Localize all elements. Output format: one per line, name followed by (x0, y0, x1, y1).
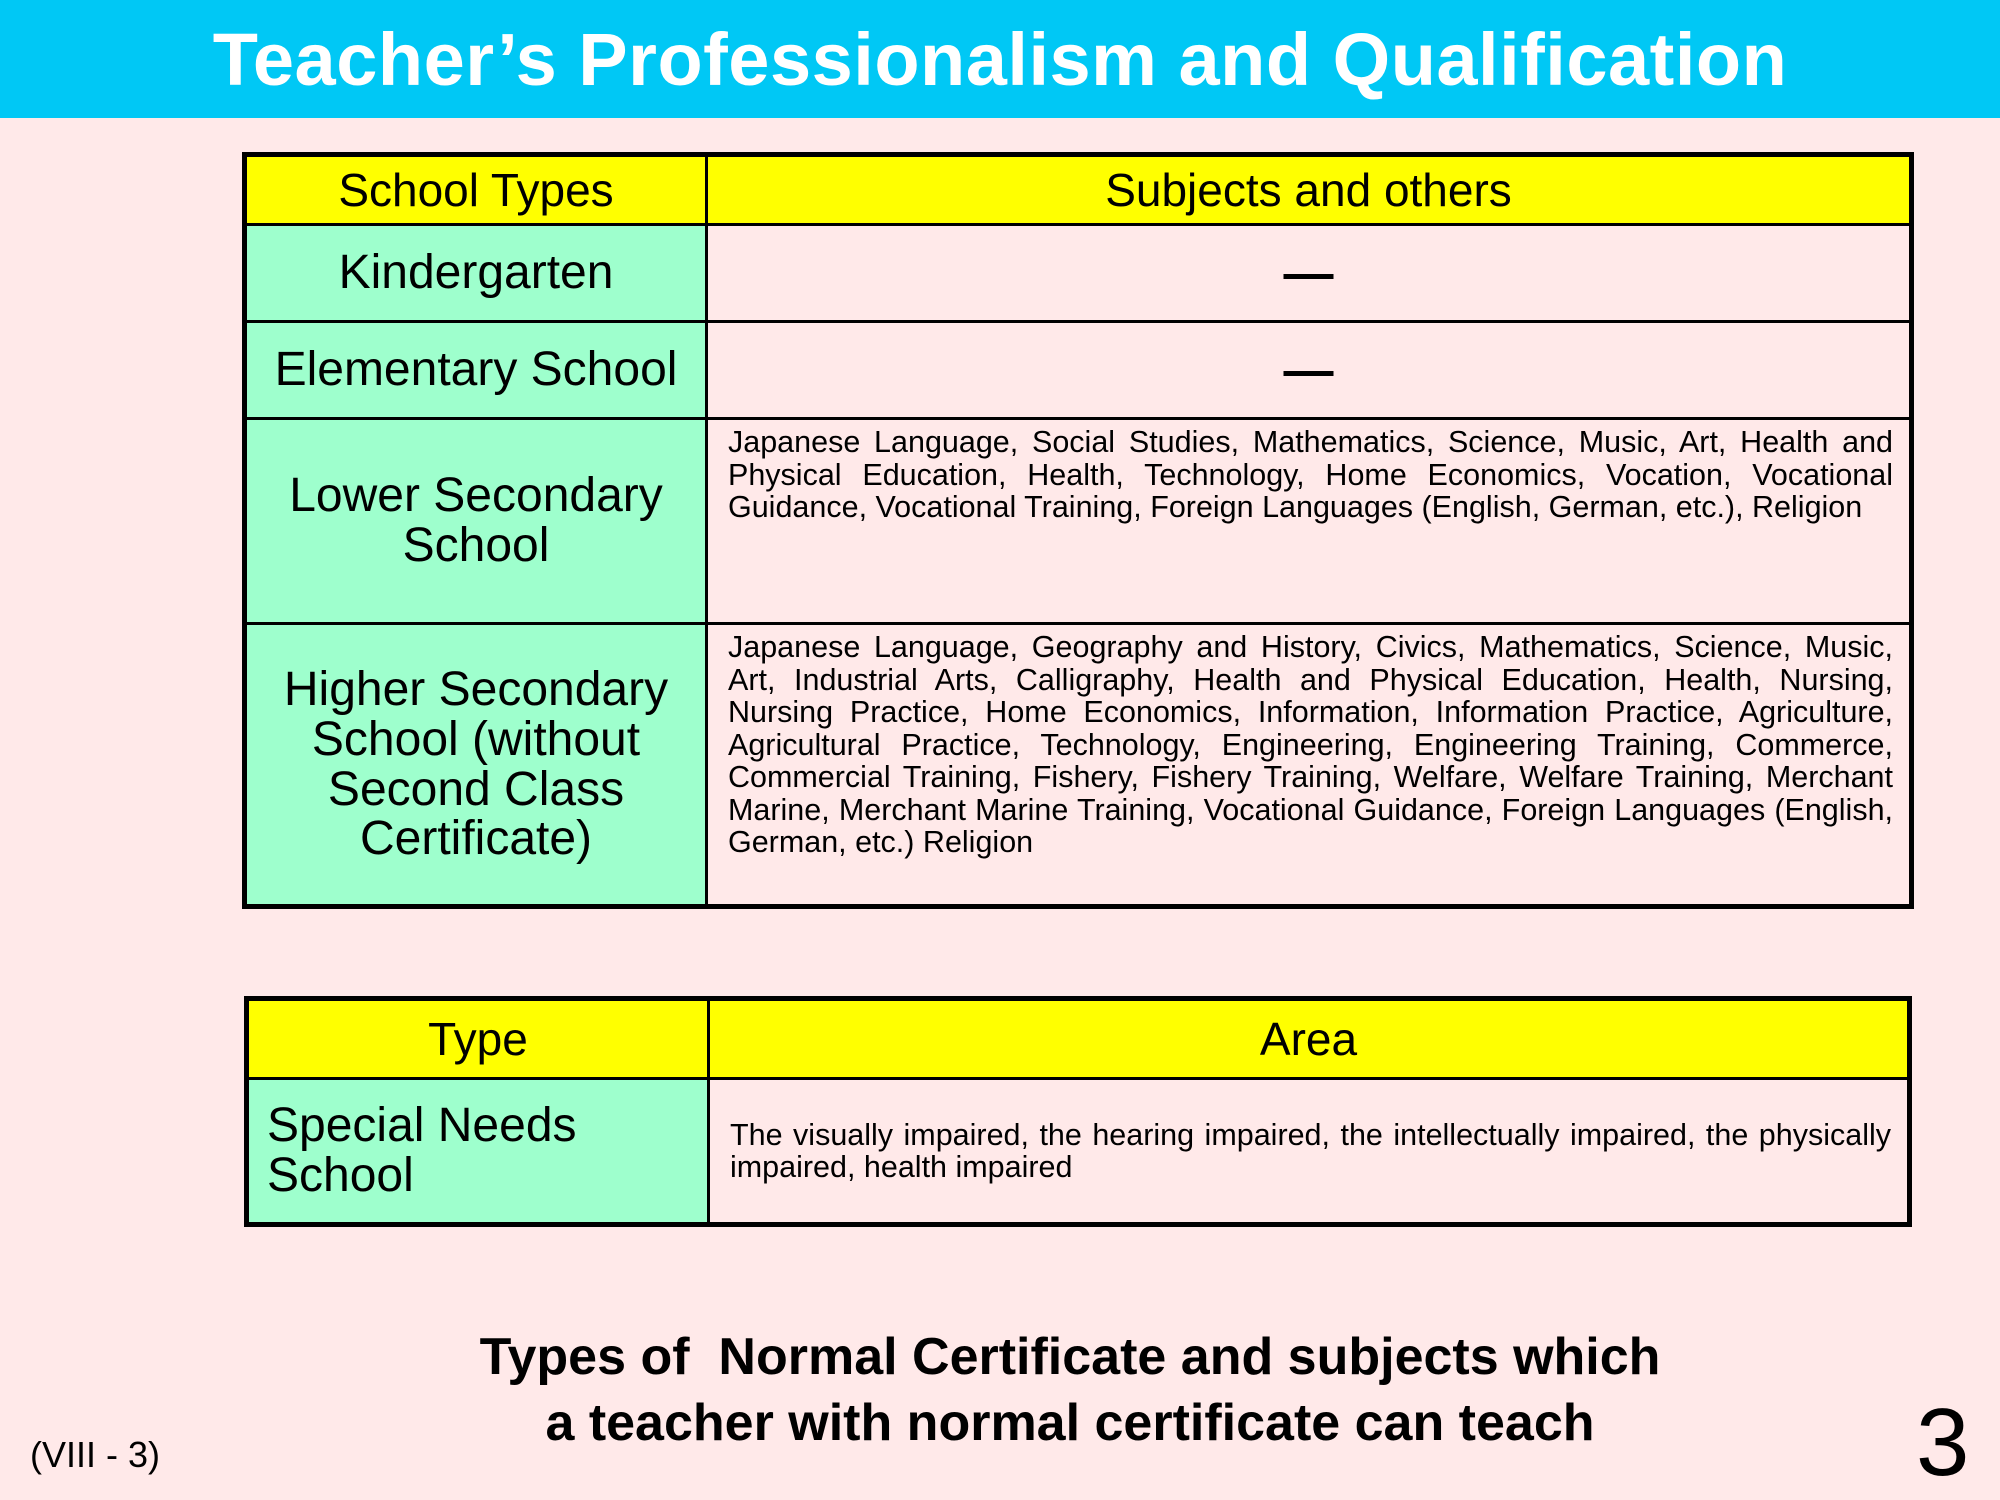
column-header-area: Area (709, 999, 1910, 1079)
table-row (245, 624, 1912, 907)
column-header-school-types: School Types (245, 155, 707, 225)
table-row (245, 419, 1912, 624)
table-header-row (247, 999, 1910, 1079)
table-row (245, 322, 1912, 419)
caption-line-2: a teacher with normal certificate can teach (545, 1394, 1595, 1452)
table-row (247, 1079, 1910, 1225)
table-header-row (245, 155, 1912, 225)
school-type-cell: Elementary School (245, 322, 707, 419)
subjects-cell: — (707, 322, 1912, 419)
special-needs-table (244, 996, 1912, 1227)
subjects-cell: — (707, 225, 1912, 322)
area-cell (709, 1079, 1910, 1225)
school-types-table (242, 152, 1914, 909)
title-bar (0, 0, 2000, 118)
column-header-subjects: Subjects and others (707, 155, 1912, 225)
column-header-type: Type (247, 999, 709, 1079)
page-title: Teacher’s Professionalism and Qualification (212, 17, 1788, 101)
subjects-cell (707, 624, 1912, 907)
table-row (245, 225, 1912, 322)
subjects-text: Japanese Language, Social Studies, Mathematics, Science, Music, Art, Health and Physical Education, Health, Technology, Home Economics, Vocation, Vocational Guidance, Vocational Training, Foreign Languages (English, German, etc.), Religion (728, 425, 1893, 524)
subjects-cell (707, 419, 1912, 624)
type-cell: Special Needs School (247, 1079, 709, 1225)
slide-code: (VIII - 3) (30, 1434, 161, 1475)
page-number: 3 (1916, 1389, 1970, 1496)
school-type-cell: Higher Secondary School (without Second Class Certificate) (245, 624, 707, 907)
slide-caption (380, 1324, 1760, 1456)
area-text: The visually impaired, the hearing impaired, the intellectually impaired, the physically impaired, health impaired (730, 1117, 1891, 1184)
school-type-cell: Lower Secondary School (245, 419, 707, 624)
subjects-text: Japanese Language, Geography and History, Civics, Mathematics, Science, Music, Art, Industrial Arts, Calligraphy, Health and Physical Education, Health, Nursing, Nursing Practice, Home Economics, Information, Information Practice, Agriculture, Agricultural Practice, Technology, Engineering, Engineering Training, Commerce, Commercial Training, Fishery, Fishery Training, Welfare, Welfare Training, Merchant Marine, Merchant Marine Training, Vocational Guidance, Foreign Languages (English, German, etc.) Religion (728, 630, 1893, 859)
school-type-cell: Kindergarten (245, 225, 707, 322)
caption-line-1: Types of Normal Certificate and subjects which (479, 1328, 1661, 1386)
